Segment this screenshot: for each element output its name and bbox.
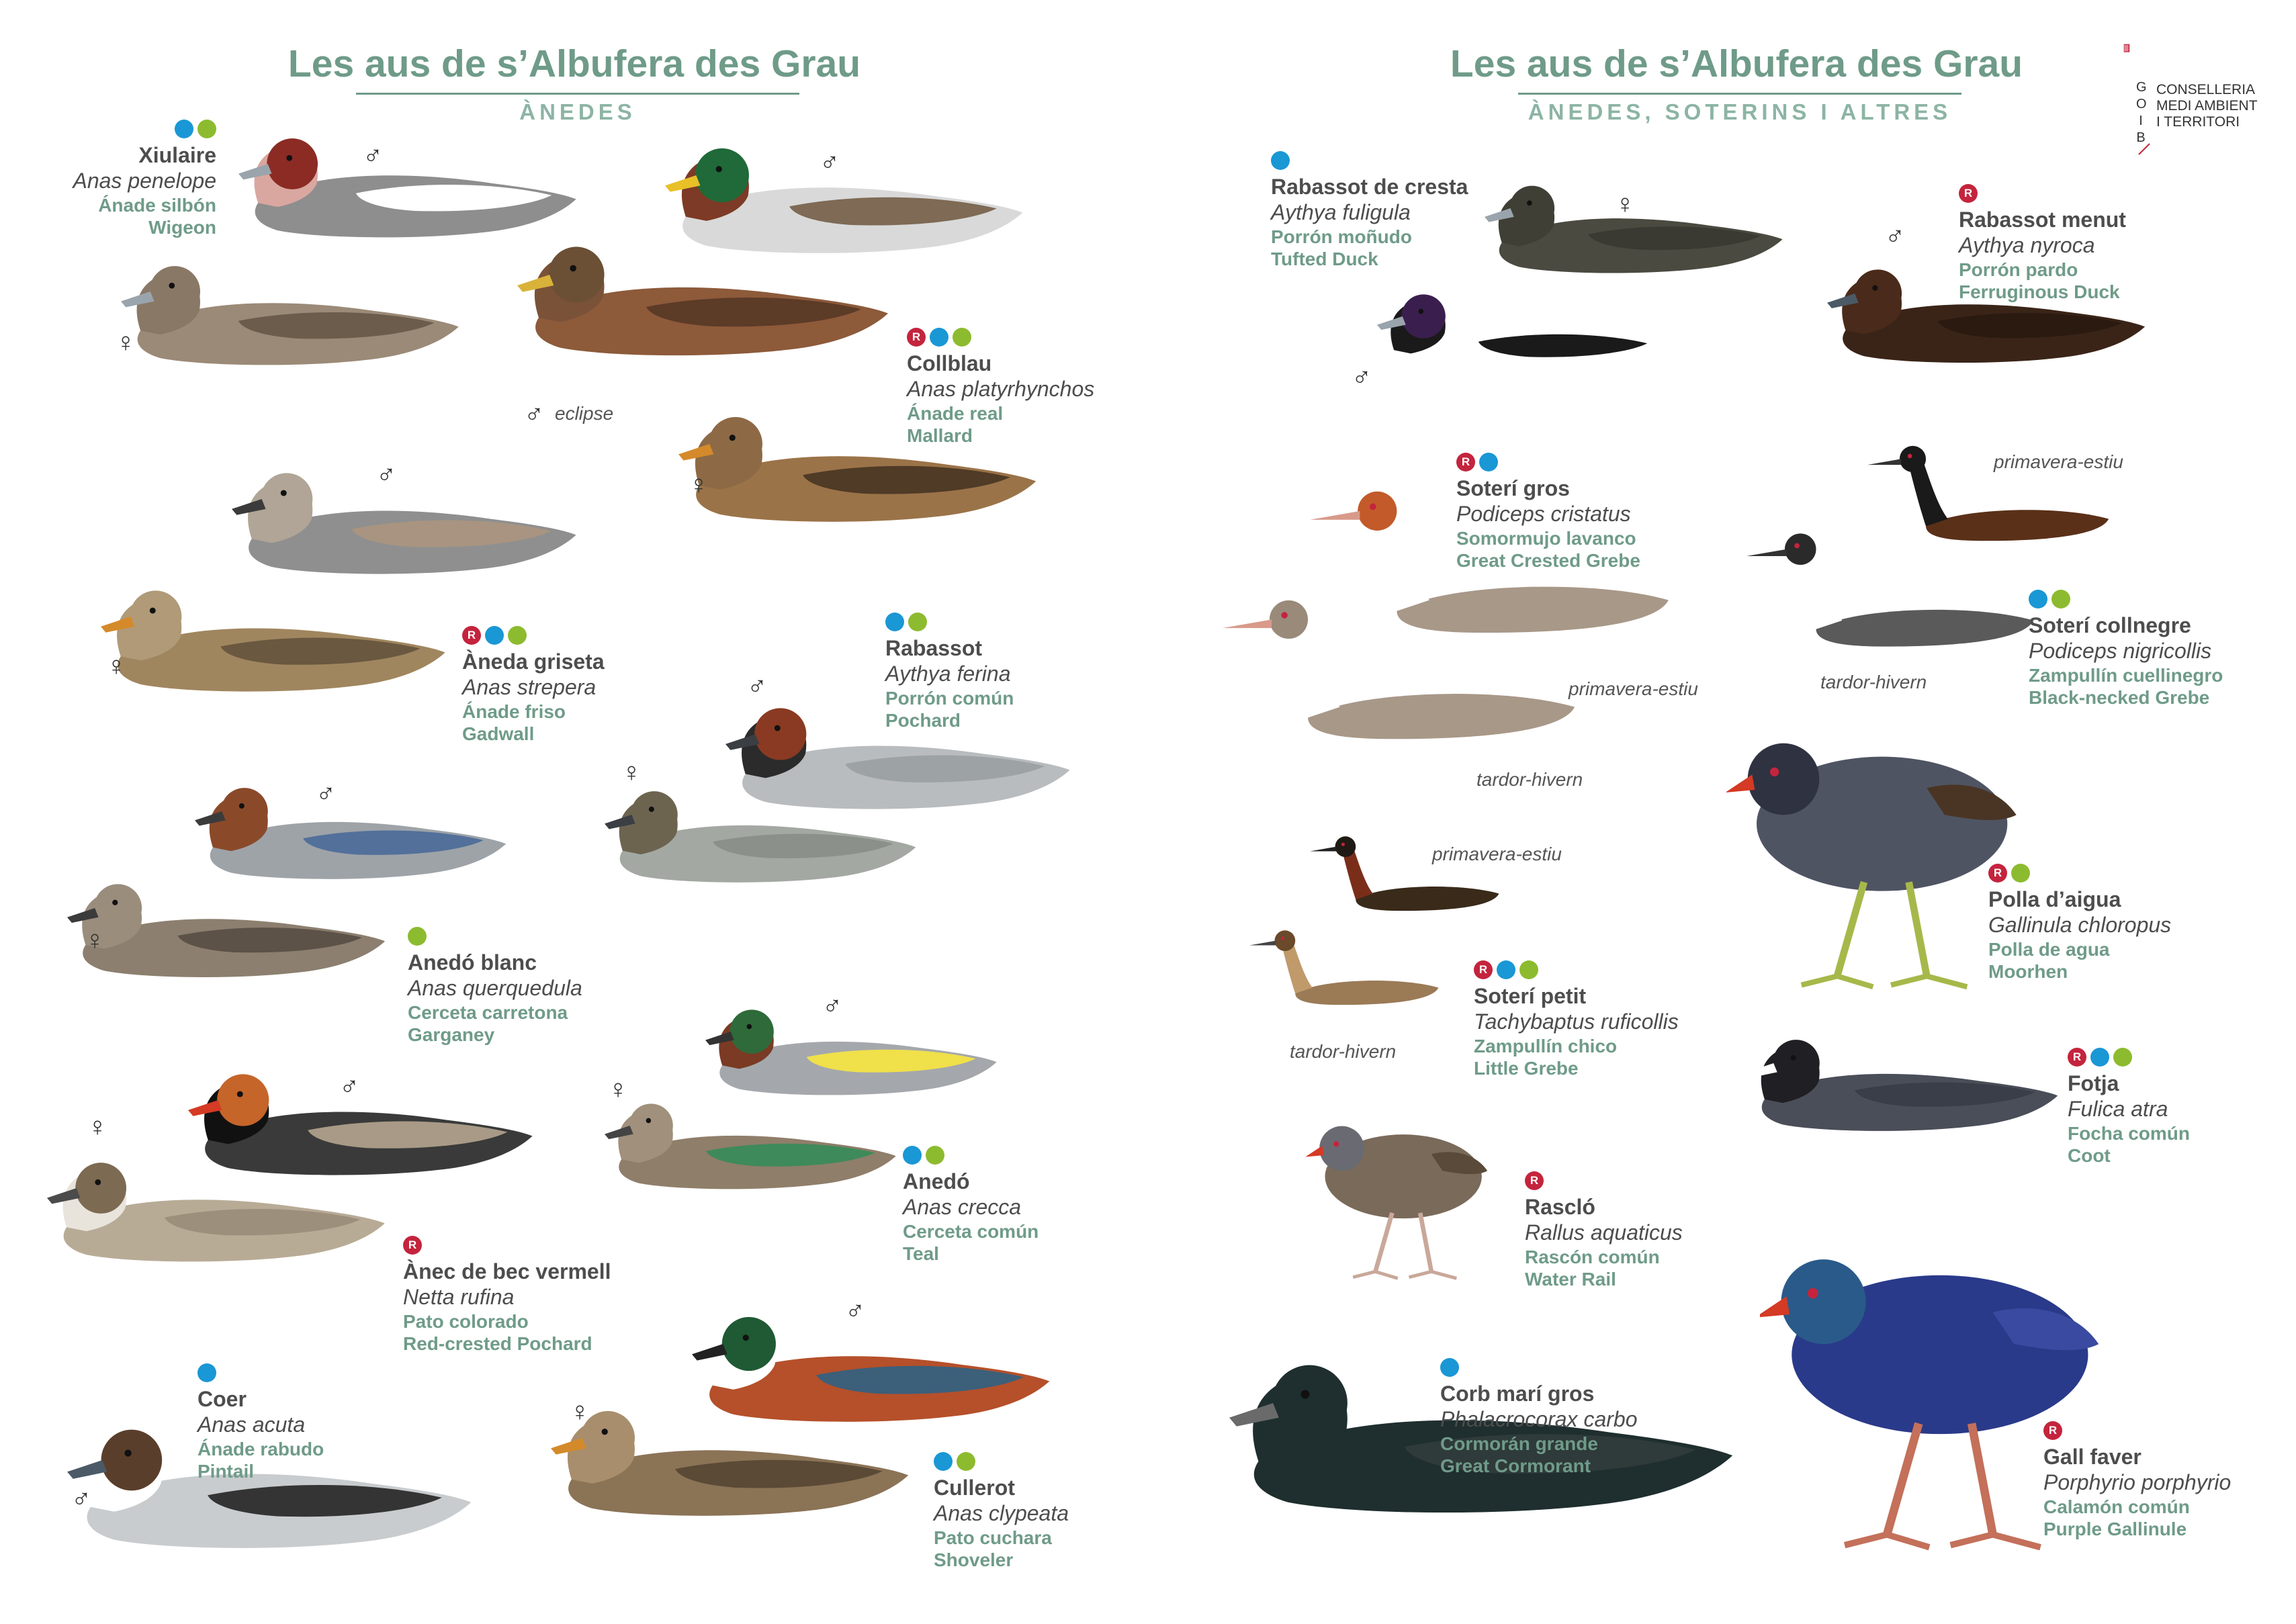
male-symbol: ♂ [1885, 222, 1905, 251]
male-symbol: ♂ [339, 1072, 359, 1101]
red-r-badge: R [1525, 1171, 1544, 1190]
female-symbol: ♀ [1615, 189, 1635, 219]
eclipse-tag: eclipse [555, 403, 614, 424]
left-page-subtitle: ÀNEDES [519, 99, 636, 124]
right-page-title: Les aus de s’Albufera des Grau [1450, 42, 2023, 85]
coot-illustration [1747, 1034, 2062, 1155]
male-symbol: ♂ [845, 1296, 865, 1326]
male-symbol: ♂ [747, 672, 767, 701]
wigeon-female-illustration [121, 262, 463, 390]
red-r-badge: R [1988, 864, 2007, 883]
green-dot [197, 120, 216, 138]
primavera-estiu-tag: primavera-estiu [1432, 844, 1562, 864]
red-r-badge: R [2068, 1048, 2086, 1067]
blue-dot [2090, 1048, 2109, 1067]
species-label-rabassot-de-cresta: Rabassot de cresta Aythya fuligula Porrón moñudo Tufted Duck [1271, 151, 1468, 271]
moorhen-illustration [1726, 725, 2029, 994]
great-crested-grebe-winter-illustration [1223, 578, 1585, 772]
species-label-anedo-blanc: Anedó blanc Anas querquedula Cerceta carretona Garganey [408, 927, 582, 1046]
male-symbol: ♂ [363, 141, 383, 171]
blue-dot [2029, 590, 2047, 608]
female-symbol: ♀ [570, 1397, 590, 1427]
blue-dot [930, 328, 948, 347]
blue-dot [1479, 453, 1498, 471]
green-dot [957, 1452, 975, 1471]
left-title-rule [356, 93, 799, 95]
female-symbol: ♀ [85, 926, 105, 955]
blue-dot [197, 1363, 216, 1382]
green-dot [2051, 590, 2070, 608]
green-dot [926, 1146, 944, 1165]
tardor-hivern-tag: tardor-hivern [1290, 1041, 1397, 1062]
red-r-badge: R [2043, 1421, 2062, 1440]
gadwall-female-illustration [101, 584, 450, 719]
pochard-female-illustration [605, 779, 920, 913]
female-symbol: ♀ [116, 328, 136, 357]
species-label-rabassot-menut: R Rabassot menut Aythya nyroca Porrón pardo Ferruginous Duck [1959, 184, 2126, 304]
primavera-estiu-tag: primavera-estiu [1569, 678, 1698, 699]
right-page-subtitle: ÀNEDES, SOTERINS I ALTRES [1528, 99, 1952, 124]
species-label-collblau: R Collblau Anas platyrhynchos Ánade real Mallard [907, 328, 1094, 447]
female-symbol: ♀ [106, 651, 126, 681]
primavera-estiu-tag: primavera-estiu [1994, 451, 2123, 472]
male-symbol: ♂ [1352, 363, 1372, 392]
female-symbol: ♀ [87, 1112, 107, 1142]
species-label-soteri-petit: R Soterí petit Tachybaptus ruficollis Zampullín chico Little Grebe [1474, 960, 1679, 1080]
black-necked-grebe-winter-illustration [1747, 524, 2042, 665]
left-page-title: Les aus de s’Albufera des Grau [288, 42, 861, 85]
species-label-anec-bec-vermell: R Ànec de bec vermell Netta rufina Pato colorado Red-crested Pochard [403, 1236, 611, 1355]
red-r-badge: R [403, 1236, 422, 1255]
water-rail-illustration [1290, 1115, 1511, 1283]
male-symbol: ♂ [71, 1484, 91, 1514]
species-label-rabassot: Rabassot Aythya ferina Porrón común Pochard [885, 613, 1014, 732]
red-r-badge: R [1474, 960, 1493, 979]
female-symbol: ♀ [608, 1075, 628, 1104]
blue-dot [485, 626, 504, 645]
green-dot [508, 626, 527, 645]
blue-dot [1497, 960, 1515, 979]
tardor-hivern-tag: tardor-hivern [1820, 672, 1927, 692]
tardor-hivern-tag: tardor-hivern [1476, 769, 1583, 790]
species-label-aneda-griseta: R Àneda griseta Anas strepera Ánade friso Gadwall [462, 626, 605, 746]
male-symbol: ♂ [524, 400, 544, 429]
teal-female-illustration [605, 1095, 900, 1216]
mallard-eclipse-illustration [517, 235, 893, 390]
species-label-cullerot: Cullerot Anas clypeata Pato cuchara Shoveler [934, 1452, 1069, 1572]
blue-dot [903, 1146, 922, 1165]
goib-logo [2123, 40, 2163, 81]
species-label-coer: Coer Anas acuta Ánade rabudo Pintail [197, 1363, 324, 1483]
male-symbol: ♂ [316, 779, 336, 809]
gadwall-male-illustration [232, 463, 581, 604]
species-label-soteri-collnegre: Soterí collnegre Podiceps nigricollis Zampullín cuellinegro Black-necked Grebe [2029, 590, 2223, 709]
green-dot [908, 613, 927, 631]
species-label-fotja: R Fotja Fulica atra Focha común Coot [2068, 1048, 2190, 1167]
species-label-gall-faver: R Gall faver Porphyrio porphyrio Calamón común Purple Gallinule [2043, 1421, 2231, 1541]
red-r-badge: R [1959, 184, 1978, 203]
green-dot [2113, 1048, 2132, 1067]
green-dot [2011, 864, 2030, 883]
blue-dot [1271, 151, 1290, 170]
little-grebe-winter-illustration [1249, 913, 1444, 1028]
female-symbol: ♀ [621, 758, 642, 787]
red-r-badge: R [907, 328, 926, 347]
species-label-anedo: Anedó Anas crecca Cerceta común Teal [903, 1146, 1039, 1265]
male-symbol: ♂ [822, 991, 842, 1021]
blue-dot [885, 613, 904, 631]
species-label-polla-daigua: R Polla d’aigua Gallinula chloropus Polla de agua Moorhen [1988, 864, 2171, 983]
blue-dot [175, 120, 193, 138]
blue-dot [1440, 1358, 1459, 1377]
species-label-xiulaire: Xiulaire Anas penelope Ánade silbón Wigeon [73, 120, 216, 239]
species-label-rasclo: R Rascló Rallus aquaticus Rascón común Water Rail [1525, 1171, 1683, 1291]
red-r-badge: R [462, 626, 481, 645]
right-title-rule [1518, 93, 1961, 95]
green-dot [953, 328, 971, 347]
species-label-corb-mari-gros: Corb marí gros Phalacrocorax carbo Cormorán grande Great Cormorant [1440, 1358, 1637, 1478]
green-dot [408, 927, 427, 946]
blue-dot [934, 1452, 953, 1471]
shoveler-female-illustration [551, 1404, 914, 1545]
male-symbol: ♂ [376, 460, 396, 490]
female-symbol: ♀ [689, 470, 709, 500]
logo-red-slash [2136, 141, 2152, 157]
tufted-duck-male-illustration [1377, 282, 1673, 410]
red-r-badge: R [1456, 453, 1475, 471]
male-symbol: ♂ [820, 148, 840, 177]
garganey-female-illustration [67, 873, 390, 1007]
goib-letters: G O I B [2136, 80, 2147, 145]
green-dot [1519, 960, 1538, 979]
red-crested-pochard-female-illustration [47, 1148, 390, 1296]
species-label-soteri-gros: R Soterí gros Podiceps cristatus Somormujo lavanco Great Crested Grebe [1456, 453, 1640, 572]
conselleria-text: CONSELLERIA MEDI AMBIENT I TERRITORI [2156, 82, 2258, 130]
